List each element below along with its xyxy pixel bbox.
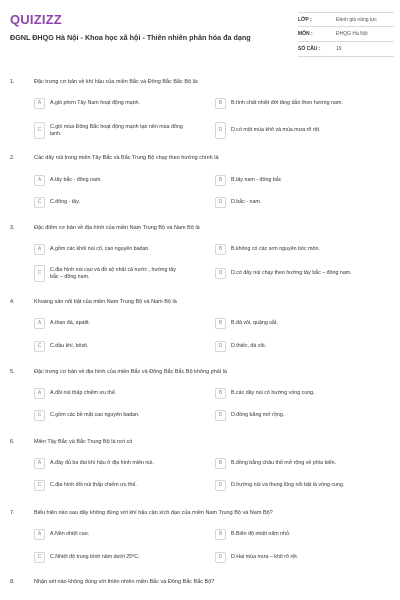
option-text: B.tây nam - đông bắc	[231, 177, 282, 183]
option-text: D.có một mùa khô và mùa mưa rõ rệt.	[231, 127, 321, 133]
option-text: B.tính chất nhiệt đới tăng dần theo hướng nam.	[231, 100, 343, 106]
option-text: C.địa hình núi cao và đồ sộ nhất cả nước , hướng tây bắc – đông nam.	[50, 266, 176, 280]
option-text: D.Hai mùa mưa – khô rõ rệt.	[231, 554, 299, 560]
option-a[interactable]	[34, 244, 185, 255]
question-text: Miền Tây Bắc và Bắc Trung Bộ là nơi có	[34, 439, 133, 445]
option-d[interactable]	[215, 268, 391, 279]
question-text: Các dãy núi trong miền Tây Bắc và Bắc Trung Bộ chạy theo hướng chính là	[34, 155, 219, 161]
option-text: B.đá vôi, quặng sắt.	[231, 320, 278, 326]
meta-value: ĐHQG Hà Nội	[336, 31, 368, 37]
option-letter-box: A	[34, 98, 45, 109]
meta-value: Đánh giá năng lực	[336, 16, 377, 23]
meta-label: LỚP :	[298, 16, 312, 23]
option-letter-box: D	[215, 480, 226, 491]
option-c[interactable]	[34, 122, 185, 139]
option-b[interactable]	[215, 98, 391, 109]
option-text: C.dầu khí, bôxit.	[50, 343, 89, 349]
option-c[interactable]	[34, 341, 185, 352]
option-d[interactable]	[215, 197, 391, 208]
question-text: Đặc trưng cơ bản về khí hậu của miền Bắc và Đông Bắc Bắc Bộ là:	[34, 79, 199, 85]
option-c[interactable]	[34, 410, 185, 421]
option-c[interactable]	[34, 552, 185, 563]
option-letter-box: C	[34, 552, 45, 563]
option-letter-box: A	[34, 175, 45, 186]
option-text: A.tây bắc - đông nam.	[50, 177, 102, 183]
option-letter-box: D	[215, 410, 226, 421]
option-text: A.gió phơn Tây Nam hoạt động mạnh.	[50, 100, 140, 106]
option-letter-box: C	[34, 265, 45, 282]
option-b[interactable]	[215, 529, 391, 540]
option-text: A.Nền nhiệt cao.	[50, 531, 90, 537]
meta-row-count	[298, 42, 394, 57]
meta-row-subject	[298, 27, 394, 42]
meta-label: MÔN :	[298, 31, 313, 37]
option-text: D.đồng bằng mở rộng.	[231, 412, 285, 418]
question-number: 5.	[10, 369, 15, 375]
option-text: A.đầy đủ ba đai khí hậu ở địa hình miền núi.	[50, 460, 154, 466]
question-text: Đặc điểm cơ bản về địa hình của miền Nam Trung Bộ và Nam Bộ là	[34, 225, 200, 231]
option-text: D.có dãy núi chạy theo hướng tây bắc – đông nam.	[231, 270, 352, 276]
meta-row-class	[298, 12, 394, 27]
meta-table	[298, 12, 394, 57]
option-a[interactable]	[34, 175, 185, 186]
question-number: 3.	[10, 225, 15, 231]
question-number: 7.	[10, 510, 15, 516]
question-number: 6.	[10, 439, 15, 445]
option-letter-box: B	[215, 244, 226, 255]
meta-label: SỐ CÂU :	[298, 46, 321, 52]
option-letter-box: A	[34, 458, 45, 469]
option-b[interactable]	[215, 458, 391, 469]
option-letter-box: B	[215, 318, 226, 329]
option-letter-box: D	[215, 197, 226, 208]
option-letter-box: D	[215, 341, 226, 352]
option-letter-box: B	[215, 98, 226, 109]
option-d[interactable]	[215, 341, 391, 352]
option-a[interactable]	[34, 529, 185, 540]
option-letter-box: B	[215, 529, 226, 540]
option-text: A.than đá, apatit.	[50, 320, 91, 326]
option-a[interactable]	[34, 98, 185, 109]
option-a[interactable]	[34, 458, 185, 469]
option-text: B.các dãy núi có hướng vòng cung.	[231, 390, 315, 396]
meta-value: 19	[336, 46, 342, 52]
option-a[interactable]	[34, 318, 185, 329]
option-letter-box: A	[34, 388, 45, 399]
header	[0, 0, 400, 70]
option-d[interactable]	[215, 552, 391, 563]
option-b[interactable]	[215, 318, 391, 329]
option-letter-box: A	[34, 529, 45, 540]
question-text: Biểu hiện nào sau đây không đúng với khí hậu cận xích đạo của miền Nam Trung Bộ và Nam Bộ?	[34, 510, 273, 516]
option-c[interactable]	[34, 197, 185, 208]
question-text: Khoáng sản nổi bật của miền Nam Trung Bộ và Nam Bộ là	[34, 299, 177, 305]
option-b[interactable]	[215, 244, 391, 255]
option-c[interactable]	[34, 480, 185, 491]
question-text: Đặc trưng cơ bản về địa hình của miền Bắc và Đông Bắc Bắc Bộ không phải là	[34, 369, 227, 375]
option-letter-box: C	[34, 480, 45, 491]
option-letter-box: C	[34, 341, 45, 352]
option-letter-box: C	[34, 122, 45, 139]
option-letter-box: C	[34, 410, 45, 421]
option-text: A.đồi núi thấp chiếm ưu thế.	[50, 390, 117, 396]
option-letter-box: D	[215, 552, 226, 563]
option-d[interactable]	[215, 410, 391, 421]
question-number: 4.	[10, 299, 15, 305]
quizizz-logo: QUIZIZZ	[10, 12, 62, 27]
option-text: C.địa hình đồi núi thấp chiếm ưu thế.	[50, 482, 137, 488]
question-number: 8.	[10, 579, 15, 585]
option-c[interactable]	[34, 265, 185, 282]
document-title: ĐGNL ĐHQG Hà Nội - Khoa học xã hội - Thiên nhiên phân hóa đa dạng	[10, 33, 251, 42]
option-text: A.gồm các khối núi cổ, cao nguyên badan.	[50, 246, 150, 252]
option-text: B.Biên độ nhiệt năm nhỏ.	[231, 531, 291, 537]
option-d[interactable]	[215, 122, 391, 139]
option-b[interactable]	[215, 175, 391, 186]
option-b[interactable]	[215, 388, 391, 399]
question-number: 2.	[10, 155, 15, 161]
option-letter-box: B	[215, 458, 226, 469]
option-text: B.đồng bằng châu thổ mở rộng về phía biển.	[231, 460, 337, 466]
option-letter-box: D	[215, 122, 226, 139]
question-number: 1.	[10, 79, 15, 85]
option-text: C.gió mùa Đông Bắc hoạt động mạnh tạo nên mùa đông lạnh.	[50, 123, 183, 137]
option-text: D.thiếc, đá vôi.	[231, 343, 267, 349]
option-letter-box: A	[34, 318, 45, 329]
option-text: C.gồm các bề mặt cao nguyên badan.	[50, 412, 140, 418]
option-letter-box: B	[215, 175, 226, 186]
option-a[interactable]	[34, 388, 185, 399]
option-letter-box: B	[215, 388, 226, 399]
question-text: Nhận xét nào không đúng với thiên nhiên miền Bắc và Đông Bắc Bắc Bộ?	[34, 579, 215, 585]
option-letter-box: C	[34, 197, 45, 208]
option-letter-box: D	[215, 268, 226, 279]
option-text: D.hướng núi và thung lũng nổi bật là vòng cung.	[231, 482, 345, 488]
option-text: D.bắc - nam.	[231, 199, 262, 205]
option-text: C.Nhiệt độ trung bình năm dưới 25⁰C.	[50, 554, 140, 560]
option-text: B.không có các sơn nguyên bóc mòn.	[231, 246, 320, 252]
option-text: C.đông - tây.	[50, 199, 80, 205]
option-d[interactable]	[215, 480, 391, 491]
option-letter-box: A	[34, 244, 45, 255]
